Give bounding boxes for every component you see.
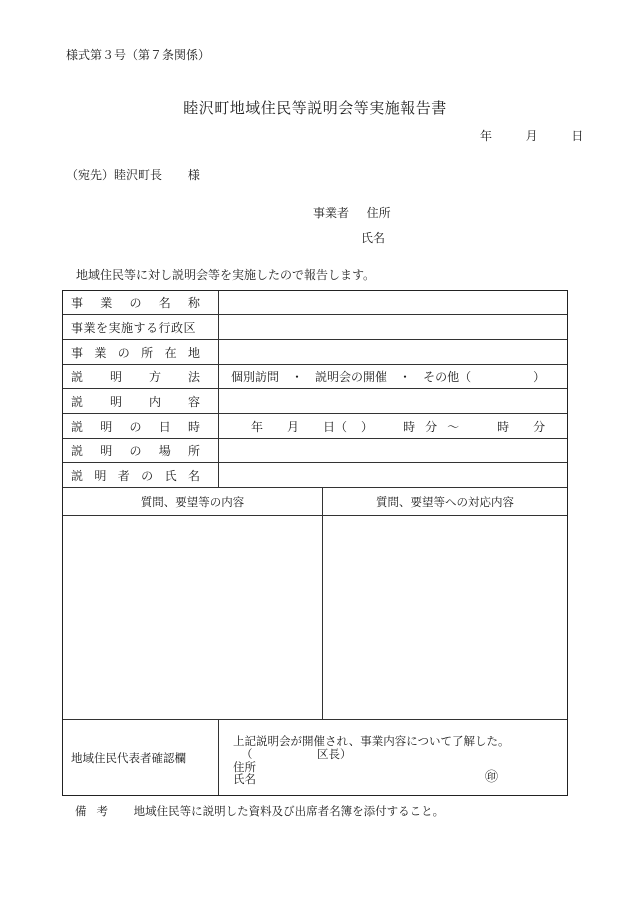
remarks-label: 備考 — [75, 804, 118, 818]
row-project-location — [63, 340, 567, 365]
dt-minute-2: 分 — [533, 419, 546, 434]
method-bullet-1: ・ — [291, 370, 304, 384]
confirmation-field[interactable] — [219, 720, 567, 795]
field-project-name[interactable] — [219, 291, 567, 314]
dt-minute: 分 — [425, 419, 438, 434]
dt-hour: 時 — [403, 419, 416, 434]
field-content[interactable] — [219, 389, 567, 413]
business-operator-label: 事業者 — [313, 206, 350, 220]
form-number: 様式第３号（第７条関係） — [66, 48, 211, 62]
label-datetime: 説 明 の 日 時 — [63, 414, 219, 438]
dt-hour-2: 時 — [497, 419, 510, 434]
addressee-to: （宛先）睦沢町長 — [66, 168, 163, 182]
row-presenter — [63, 463, 567, 488]
business-operator-name: 氏名 — [361, 231, 386, 245]
remarks — [75, 803, 444, 819]
responses-header: 質問、要望等への対応内容 — [323, 488, 567, 516]
label-place: 説 明 の 場 所 — [63, 439, 219, 462]
addressee — [66, 166, 200, 183]
addressee-honorific: 様 — [187, 168, 200, 182]
confirmation-label: 地域住民代表者確認欄 — [63, 720, 219, 795]
business-operator-address — [313, 204, 391, 221]
option-other[interactable]: その他（ — [423, 370, 472, 384]
row-place — [63, 439, 567, 463]
option-individual-visit[interactable]: 個別訪問 — [231, 370, 280, 384]
label-presenter: 説 明 者 の 氏 名 — [63, 463, 219, 487]
field-project-location[interactable] — [219, 340, 567, 364]
row-project-name — [63, 291, 567, 315]
row-method — [63, 365, 567, 389]
method-bullet-2: ・ — [399, 370, 412, 384]
rep-address-label: 住所 — [233, 760, 256, 774]
field-datetime[interactable] — [219, 414, 567, 438]
document-title: 睦沢町地域住民等説明会等実施報告書 — [183, 99, 447, 117]
label-content: 説 明 内 容 — [63, 389, 219, 413]
remarks-text: 地域住民等に説明した資料及び出席者名簿を添付すること。 — [133, 804, 445, 818]
responses-field[interactable] — [323, 516, 567, 719]
dt-year: 年 — [251, 419, 264, 434]
intro-text: 地域住民等に対し説明会等を実施したので報告します。 — [76, 268, 376, 282]
option-other-close: ） — [533, 370, 546, 384]
label-method: 説 明 方 法 — [63, 365, 219, 388]
date-year: 年 — [480, 129, 493, 143]
business-address-label: 住所 — [366, 206, 391, 220]
row-datetime — [63, 414, 567, 439]
field-method[interactable] — [219, 365, 567, 388]
row-admin-district — [63, 315, 567, 340]
report-form-table — [62, 290, 568, 796]
confirmation-statement: 上記説明会が開催され、事業内容について了解した。 — [233, 734, 510, 748]
label-project-location: 事 業 の 所 在 地 — [63, 340, 219, 364]
district-open: （ — [241, 747, 253, 761]
date-line — [480, 127, 583, 144]
dt-tilde: ～ — [447, 419, 460, 434]
date-month: 月 — [525, 129, 538, 143]
dt-day: 日（ — [323, 419, 348, 434]
field-presenter[interactable] — [219, 463, 567, 487]
rep-name-label: 氏名 — [233, 772, 256, 786]
dt-month: 月 — [287, 419, 300, 434]
confirmation-section — [63, 719, 567, 795]
label-project-name: 事 業 の 名 称 — [63, 291, 219, 314]
date-day: 日 — [571, 129, 584, 143]
row-content — [63, 389, 567, 414]
district-close: 区長） — [317, 747, 352, 761]
seal-icon: ㊞ — [485, 770, 499, 785]
questions-header: 質問、要望等の内容 — [63, 488, 322, 516]
label-admin-district: 事業を実施する行政区 — [63, 315, 219, 339]
questions-field[interactable] — [63, 516, 322, 719]
field-place[interactable] — [219, 439, 567, 462]
option-meeting[interactable]: 説明会の開催 — [315, 370, 388, 384]
field-admin-district[interactable] — [219, 315, 567, 339]
dt-day-close: ） — [361, 419, 374, 434]
